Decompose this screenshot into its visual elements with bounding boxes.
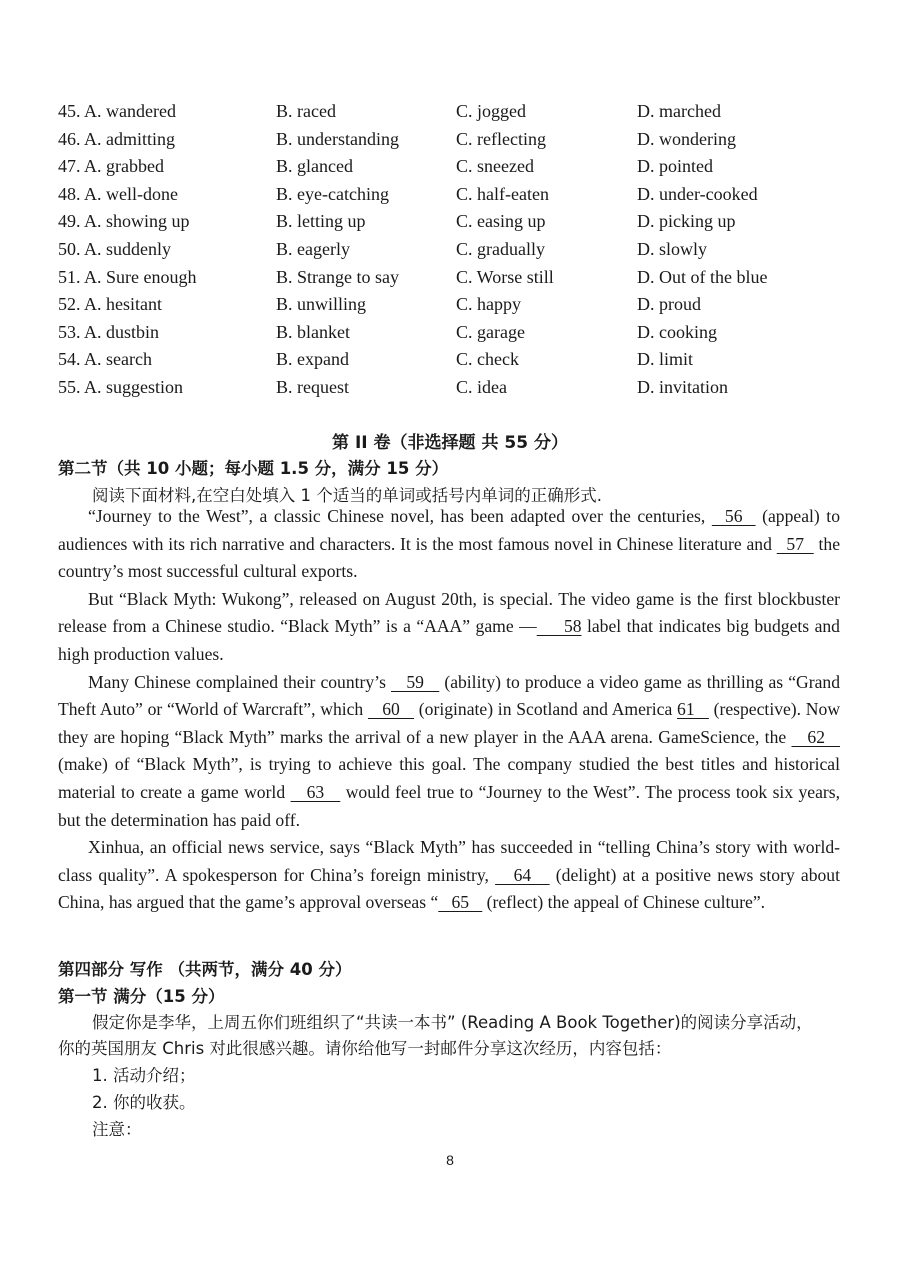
option-row-55 — [58, 374, 848, 402]
blank-60: 60 — [367, 699, 415, 720]
option-c: C. Worse still — [456, 266, 554, 287]
writing-note-label: 注意： — [92, 1120, 142, 1139]
option-row-52 — [58, 291, 848, 319]
part-two-title: 第 II 卷（非选择题 共 55 分） — [332, 433, 568, 453]
option-b: B. eagerly — [276, 238, 350, 259]
option-row-48 — [58, 181, 848, 209]
option-a: 53. A. dustbin — [58, 321, 160, 342]
option-b: B. Strange to say — [276, 266, 399, 287]
option-row-45 — [58, 98, 848, 126]
passage-paragraph-4: Xinhua, an official news service, says “Black Myth” has succeeded in “telling China’s story with world-class quality”. A spokesperson for China’s foreign ministry, 64 (delight) at a positive news story about China, has argued that the game’s approval overseas “ 65 (reflect) the appeal of Chinese culture”. — [58, 837, 840, 913]
option-c: C. happy — [456, 294, 521, 315]
blank-56: 56 — [711, 506, 756, 526]
option-d: D. limit — [637, 349, 694, 370]
blank-59: 59 — [391, 671, 440, 692]
option-d: D. wondering — [637, 128, 736, 149]
option-b: B. raced — [276, 101, 336, 121]
option-c: C. check — [456, 349, 519, 370]
option-d: D. slowly — [637, 238, 708, 259]
writing-point-1: 1. 活动介绍； — [92, 1066, 196, 1085]
option-row-54 — [58, 346, 848, 374]
option-d: D. picking up — [637, 211, 736, 232]
writing-prompt-line-1: 假定你是李华，上周五你们班组织了“共读一本书” (Reading A Book Together)的阅读分享活动， — [92, 1013, 813, 1032]
option-row-47 — [58, 153, 848, 181]
option-c: C. jogged — [456, 101, 526, 121]
option-c: C. reflecting — [456, 128, 546, 149]
passage-paragraph-2: But “Black Myth: Wukong”, released on August 20th, is special. The video game is the first blockbuster release from a Chinese studio. “Black Myth” is a “AAA” game — 58 label that indicates big budgets and high production values. — [58, 588, 840, 664]
option-c: C. easing up — [456, 211, 546, 232]
option-d: D. invitation — [637, 376, 728, 397]
option-row-51 — [58, 264, 848, 292]
option-row-53 — [58, 319, 848, 347]
part-four-heading: 第四部分 写作 （共两节，满分 40 分） — [58, 960, 352, 979]
passage-paragraph-3: Many Chinese complained their country’s 59 (ability) to produce a video game as thrilling as “Grand Theft Auto” or “World of Warcraft”, which 60 (originate) in Scotland and America 61 (respective). Now they are hoping “Black Myth” marks the arrival of a new player in the AAA arena. GameScience, the 62 (make) of “Black Myth”, is trying to achieve this goal. The company studied the best titles and historical material to create a game world 63 would feel true to “Journey to the West”. The process took six years, but the determination has paid off. — [58, 671, 841, 830]
option-a: 51. A. Sure enough — [58, 266, 197, 287]
option-c: C. garage — [456, 321, 525, 342]
option-a: 50. A. suddenly — [58, 238, 172, 259]
option-row-46 — [58, 126, 848, 154]
writing-prompt-line-2: 你的英国朋友 Chris 对此很感兴趣。请你给他写一封邮件分享这次经历，内容包括： — [58, 1039, 672, 1058]
option-row-50 — [58, 236, 848, 264]
option-c: C. idea — [456, 376, 507, 397]
option-d: D. cooking — [637, 321, 717, 342]
section-two-instruction: 阅读下面材料,在空白处填入 1 个适当的单词或括号内单词的正确形式. — [92, 486, 602, 505]
option-c: C. gradually — [456, 238, 545, 259]
option-d: D. proud — [637, 294, 701, 315]
option-b: B. request — [276, 376, 349, 397]
blank-65: 65 — [438, 892, 483, 913]
option-b: B. unwilling — [276, 294, 367, 315]
blank-58: 58 — [536, 616, 582, 637]
blank-64: 64 — [495, 864, 550, 885]
blank-62: 62 — [791, 726, 840, 747]
option-a: 52. A. hesitant — [58, 294, 162, 315]
blank-57: 57 — [776, 533, 814, 554]
option-b: B. expand — [276, 349, 349, 370]
option-b: B. understanding — [276, 128, 399, 149]
option-row-49 — [58, 208, 848, 236]
option-a: 55. A. suggestion — [58, 376, 184, 397]
section-two-heading: 第二节（共 10 小题；每小题 1.5 分，满分 15 分） — [58, 459, 449, 478]
option-d: D. pointed — [637, 156, 713, 177]
option-a: 48. A. well-done — [58, 183, 178, 204]
cloze-passage — [58, 503, 840, 917]
option-b: B. glanced — [276, 156, 353, 177]
writing-point-2: 2. 你的收获。 — [92, 1093, 196, 1112]
option-a: 49. A. showing up — [58, 211, 190, 232]
option-a: 45. A. wandered — [58, 101, 176, 121]
option-d: D. Out of the blue — [637, 266, 768, 287]
option-d: D. under-cooked — [637, 183, 758, 204]
multiple-choice-options — [58, 98, 848, 402]
option-a: 47. A. grabbed — [58, 156, 164, 177]
option-b: B. blanket — [276, 321, 350, 342]
page-number: 8 — [446, 1152, 454, 1168]
option-a: 46. A. admitting — [58, 128, 175, 149]
option-c: C. half-eaten — [456, 183, 549, 204]
section-one-heading: 第一节 满分（15 分） — [58, 987, 225, 1006]
option-b: B. letting up — [276, 211, 366, 232]
option-c: C. sneezed — [456, 156, 534, 177]
passage-paragraph-1: “Journey to the West”, a classic Chinese novel, has been adapted over the centuries, 56 (appeal) to audiences with its rich narrative and characters. It is the most famous novel in Chinese literature and 57 the country’s most successful cultural exports. — [58, 506, 840, 582]
blank-63: 63 — [290, 781, 341, 802]
blank-61: 61 — [677, 699, 709, 720]
option-a: 54. A. search — [58, 349, 152, 370]
option-d: D. marched — [637, 101, 721, 121]
option-b: B. eye-catching — [276, 183, 389, 204]
